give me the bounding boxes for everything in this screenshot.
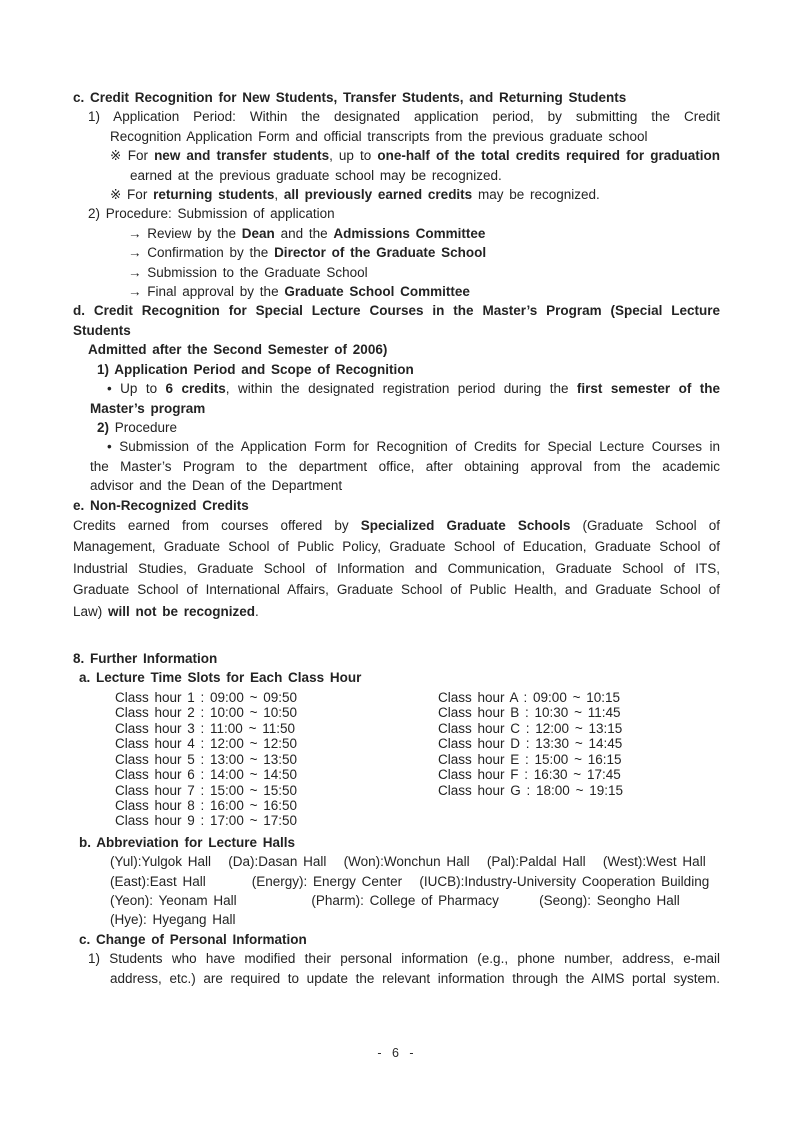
class-hour-line: Class hour 8 : 16:00 ~ 16:50 [115,797,297,813]
text-line [73,930,720,949]
class-hours-table [73,690,720,829]
bold-text: c. Change of Personal Information [79,931,307,947]
text-segment: 1) Students who have modified their personal information (e.g., phone number, address, e-mail [88,951,720,967]
bold-text: one-half of the total credits required for graduation [377,148,720,164]
class-hour-line: Class hour 3 : 11:00 ~ 11:50 [115,720,295,736]
text-segment: , up to [329,148,378,164]
text-line [73,437,720,456]
class-hour-line: Class hour G : 18:00 ~ 19:15 [438,782,623,798]
bold-text: d. Credit Recognition for Special Lecture Courses in the Master’s Program (Special Lecture Students [73,303,720,338]
text-segment: → Confirmation by the [128,245,275,261]
bold-text: 2) [97,419,110,435]
text-line [73,204,720,223]
class-hour-line: Class hour 9 : 17:00 ~ 17:50 [115,813,297,829]
text-line [73,418,720,437]
bold-text: a. Lecture Time Slots for Each Class Hour [79,670,362,686]
text-segment: → Final approval by the [128,284,285,300]
class-hours-column-right [438,690,623,829]
text-segment: • Submission of the Application Form for Recognition of Credits for Special Lecture Courses in [107,439,720,455]
text-segment: . [255,603,259,619]
text-segment: Procedure [109,419,178,435]
text-segment: (Yul):Yulgok Hall (Da):Dasan Hall (Won):Wonchun Hall (Pal):Paldal Hall (West):West Hall [110,854,706,870]
class-hour-line: Class hour D : 13:30 ~ 14:45 [438,736,623,752]
text-line [73,340,720,359]
bold-text: Dean [241,225,275,241]
bold-text: first semester of the [576,381,721,397]
bold-text: e. Non-Recognized Credits [73,497,249,513]
class-hour-line: Class hour 7 : 15:00 ~ 15:50 [115,782,297,798]
bold-text: Master’s program [90,400,206,416]
text-line [73,146,720,165]
class-hour-line: Class hour C : 12:00 ~ 13:15 [438,720,623,736]
text-line [73,601,720,622]
text-line [73,185,720,204]
text-line [73,476,720,495]
text-line [73,668,720,687]
text-segment: the Master’s Program to the department office, after obtaining approval from the academic [90,458,720,474]
text-line [73,891,720,910]
text-line [73,949,720,968]
text-segment: may be recognized. [472,187,600,203]
document-body [73,88,720,988]
text-segment: , [274,187,284,203]
bold-text: Admissions Committee [333,225,486,241]
text-line [73,263,720,282]
bold-text: returning students [153,187,275,203]
text-segment: ※ For [110,148,155,164]
text-line [73,872,720,891]
class-hour-line: Class hour F : 16:30 ~ 17:45 [438,767,621,783]
text-line [73,558,720,579]
bold-text: Admitted after the Second Semester of 2006) [88,342,388,358]
class-hour-line: Class hour 4 : 12:00 ~ 12:50 [115,736,297,752]
text-line [73,399,720,418]
text-segment: earned at the previous graduate school may be recognized. [130,167,502,183]
text-segment: (Hye): Hyegang Hall [110,912,236,928]
text-line [73,360,720,379]
bold-text: new and transfer students [154,148,330,164]
text-line [73,127,720,146]
class-hour-line: Class hour 2 : 10:00 ~ 10:50 [115,705,297,721]
text-line [73,107,720,126]
text-segment: (East):East Hall (Energy): Energy Center (IUCB):Industry-University Cooperation Building [110,873,710,889]
text-line [73,243,720,262]
text-segment: Graduate School of International Affairs, Graduate School of Public Health, and Graduate School of [73,582,720,598]
text-segment: address, etc.) are required to update the relevant information through the AIMS portal system. [110,970,720,986]
class-hour-line: Class hour B : 10:30 ~ 11:45 [438,705,621,721]
bold-text: all previously earned credits [283,187,473,203]
class-hour-line: Class hour 6 : 14:00 ~ 14:50 [115,767,297,783]
text-segment: advisor and the Dean of the Department [90,478,343,494]
text-segment: (Graduate School of [570,517,721,533]
text-segment: Industrial Studies, Graduate School of Information and Communication, Graduate School of ITS, [73,560,720,576]
class-hour-line: Class hour E : 15:00 ~ 16:15 [438,751,622,767]
text-segment: → Submission to the Graduate School [128,264,368,280]
text-segment: 1) Application Period: Within the designated application period, by submitting the Credit [88,109,720,125]
text-segment: → Review by the [128,225,242,241]
page-number: - 6 - [377,1046,416,1060]
text-line [73,301,720,340]
text-segment: (Yeon): Yeonam Hall (Pharm): College of Pharmacy (Seong): Seongho Hall [110,893,680,909]
text-segment: 2) Procedure: Submission of application [88,206,335,222]
text-line [73,833,720,852]
bold-text: b. Abbreviation for Lecture Halls [79,834,296,850]
bold-text: Specialized Graduate Schools [360,517,571,533]
bold-text: 1) Application Period and Scope of Recognition [97,361,414,377]
bold-text: 6 credits [165,381,226,397]
text-line [73,282,720,301]
class-hour-line: Class hour 1 : 09:00 ~ 09:50 [115,689,297,705]
text-line [73,379,720,398]
text-line [73,457,720,476]
bold-text: 8. Further Information [73,650,218,666]
bold-text: c. Credit Recognition for New Students, Transfer Students, and Returning Students [73,90,627,105]
text-line [73,536,720,557]
text-line [73,166,720,185]
page-footer [0,1046,793,1060]
bold-text: will not be recognized [108,603,256,619]
text-segment: , within the designated registration period during the [225,381,577,397]
text-segment: Credits earned from courses offered by [73,517,361,533]
text-line [73,579,720,600]
bold-text: Director of the Graduate School [274,245,487,261]
class-hour-line: Class hour 5 : 13:00 ~ 13:50 [115,751,297,767]
text-segment: and the [274,225,334,241]
text-line [73,224,720,243]
text-line [73,649,720,668]
text-segment: Law) [73,603,109,619]
text-line [73,969,720,988]
class-hours-column-left [115,690,438,829]
text-line [73,496,720,515]
text-line [73,852,720,871]
text-segment: ※ For [110,187,154,203]
text-segment: Management, Graduate School of Public Policy, Graduate School of Education, Graduate School of [73,539,720,555]
text-segment: • Up to [107,381,166,397]
text-line [73,515,720,536]
text-line [73,88,720,107]
text-segment: Recognition Application Form and official transcripts from the previous graduate school [110,128,648,144]
class-hour-line: Class hour A : 09:00 ~ 10:15 [438,689,620,705]
text-line [73,910,720,929]
bold-text: Graduate School Committee [284,284,470,300]
